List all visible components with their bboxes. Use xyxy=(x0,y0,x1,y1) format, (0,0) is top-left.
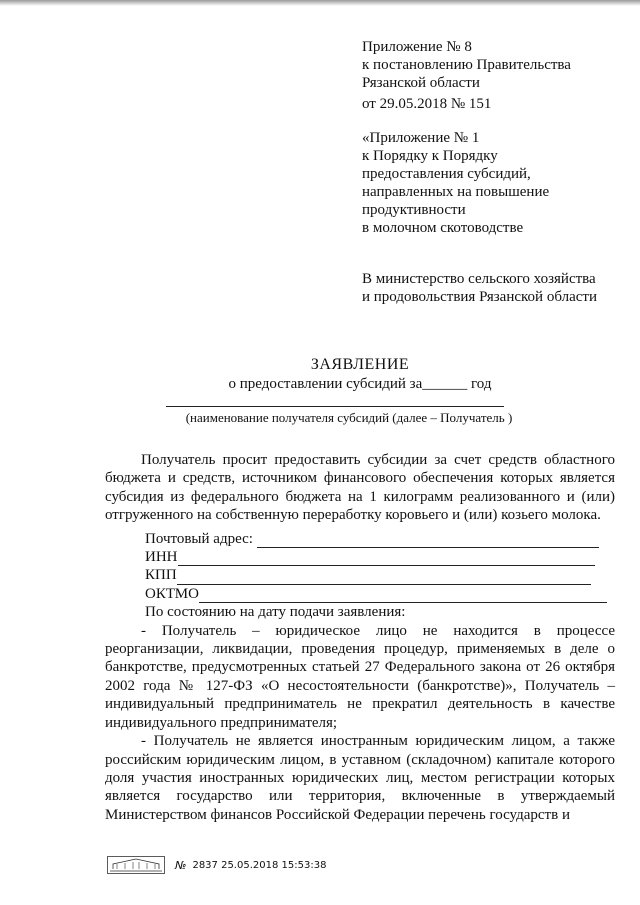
inner-appendix-line: к Порядку к Порядку xyxy=(362,148,498,164)
document-title: ЗАЯВЛЕНИЕ xyxy=(310,356,410,373)
recipient-name-line xyxy=(166,406,504,407)
government-stamp-icon xyxy=(107,856,165,874)
recipient-name-caption: (наименование получателя субсидий (далее – Получатель ) xyxy=(185,410,513,425)
region-name: Рязанской области xyxy=(362,75,480,91)
addressee xyxy=(362,270,632,306)
oktmo-label: ОКТМО xyxy=(145,585,199,602)
kpp-blank xyxy=(177,570,591,585)
inn-field xyxy=(105,548,615,566)
document-body xyxy=(105,451,615,824)
as-of-line: По состоянию на дату подачи заявления: xyxy=(145,604,406,621)
inn-label: ИНН xyxy=(145,549,178,566)
inner-appendix-line: продуктивности xyxy=(362,202,466,218)
kpp-field xyxy=(105,566,615,584)
clause-reorganization: - Получатель – юридическое лицо не находится в процессе реорганизации, ликвидации, проведения процедур, применяемых в деле о банкротстве, предусмотренных статьей 27 Федерального закона от 26 октября 2002 года № 127-ФЗ «О несостоятельности (банкротстве)», Получатель – индивидуальный предприниматель не прекратил деятельность в качестве индивидуального предпринимателя; xyxy=(105,622,615,731)
postal-address-label: Почтовый адрес: xyxy=(145,530,253,547)
registration-number-sign: № xyxy=(175,858,187,872)
inner-appendix-line: предоставления субсидий, xyxy=(362,166,531,182)
clause-foreign-entity: - Получатель не является иностранным юридическим лицом, а также российским юридическим лицом, в уставном (складочном) капитале которого доля участия иностранных юридических лиц, местом регистрации которых является государство или территория, включенные в утверждаемый Министерством финансов Российской Федерации перечень государств и xyxy=(105,733,615,823)
oktmo-field xyxy=(105,585,615,603)
appendix-number: Приложение № 8 xyxy=(362,39,472,55)
inn-blank xyxy=(178,551,596,566)
scan-edge xyxy=(0,0,640,6)
postal-address-blank xyxy=(257,533,599,548)
decree-reference: к постановлению Правительства xyxy=(362,57,571,73)
addressee-line: В министерство сельского хозяйства xyxy=(362,271,596,287)
document-subtitle: о предоставлении субсидий за______ год xyxy=(228,376,492,392)
inner-appendix xyxy=(362,129,632,237)
inner-appendix-line: «Приложение № 1 xyxy=(362,130,480,146)
kpp-label: КПП xyxy=(145,567,177,584)
registration-stamp-text: 2837 25.05.2018 15:53:38 xyxy=(192,859,327,871)
intro-paragraph: Получатель просит предоставить субсидии за счет средств областного бюджета и средств, источником финансового обеспечения которых является субсидия из федерального бюджета на 1 килограмм реализованного и (или) отгруженного на собственную переработку коровьего и (или) козьего молока. xyxy=(105,452,615,524)
addressee-line: и продовольствия Рязанской области xyxy=(362,289,597,305)
inner-appendix-line: в молочном скотоводстве xyxy=(362,220,524,236)
registration-footer xyxy=(107,855,326,875)
header-block xyxy=(362,38,632,306)
decree-date-number: от 29.05.2018 № 151 xyxy=(362,96,492,112)
oktmo-blank xyxy=(199,588,607,603)
inner-appendix-line: направленных на повышение xyxy=(362,184,550,200)
postal-address-field xyxy=(105,530,615,548)
